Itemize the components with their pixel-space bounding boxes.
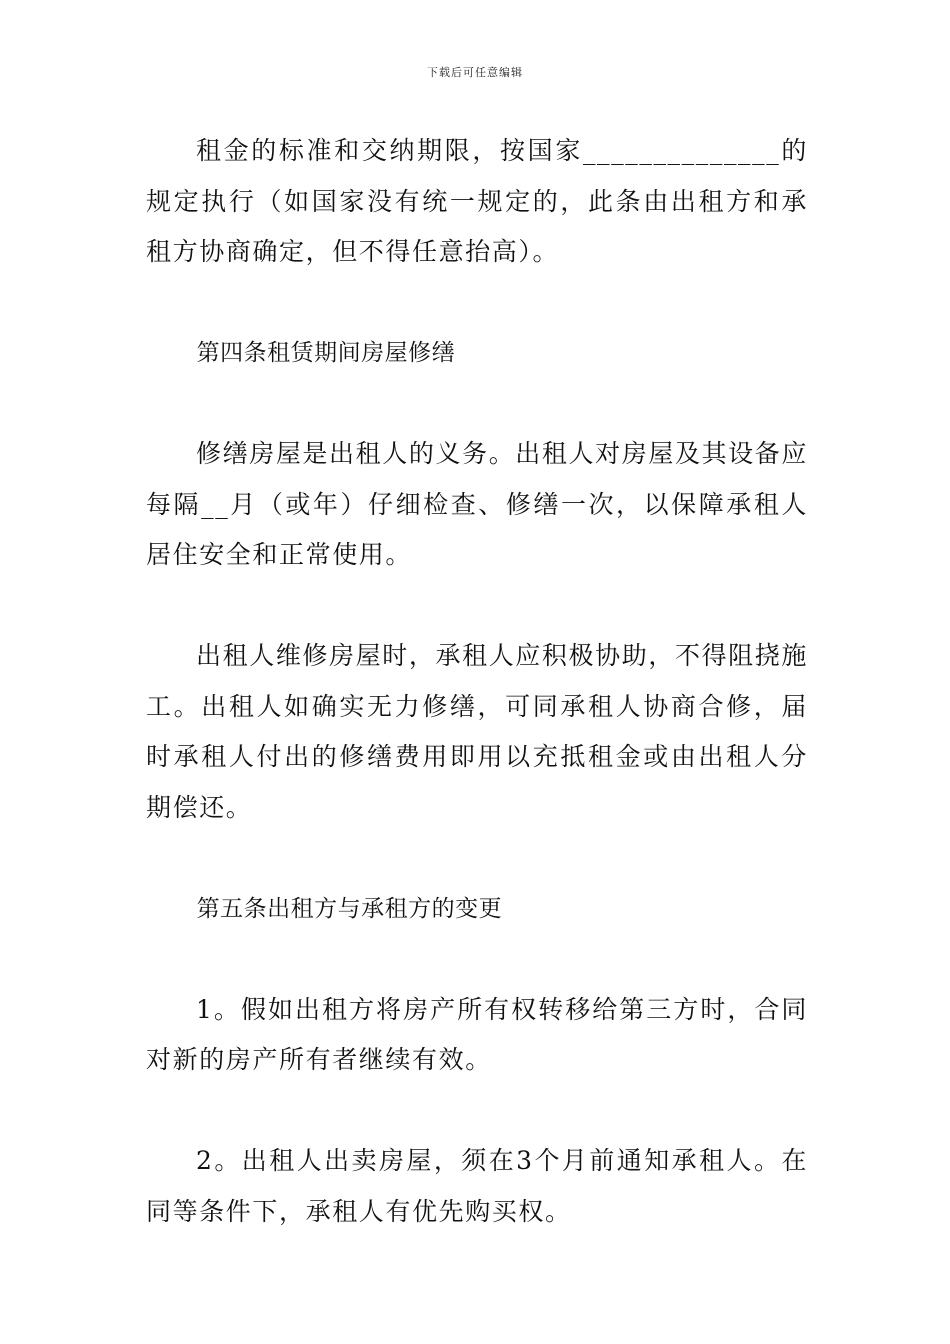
paragraph-rent-standard: 租金的标准和交纳期限，按国家______________的规定执行（如国家没有统一规定的，此条由出租方和承租方协商确定，但不得任意抬高）。	[146, 136, 808, 266]
paragraph-gap	[146, 934, 808, 985]
article-five-heading: 第五条出租方与承租方的变更	[196, 895, 503, 922]
article-four-heading: 第四条租赁期间房屋修缮	[196, 340, 456, 366]
paragraph-repair-cooperation: 出租人维修房屋时，承租人应积极协助，不得阻挠施工。出租人如确实无力修缮，可同承租人协商合修，届时承租人付出的修缮费用即用以充抵租金或由出租人分期偿还。	[146, 641, 808, 822]
paragraph-gap	[146, 581, 808, 632]
paragraph-ownership-transfer: 1。假如出租方将房产所有权转移给第三方时，合同对新的房产所有者继续有效。	[146, 994, 808, 1074]
paragraph-gap	[146, 833, 808, 884]
paragraph-gap	[146, 278, 808, 329]
paragraph-gap	[146, 1086, 808, 1137]
document-body	[146, 126, 808, 1237]
paragraph-sale-notice: 2。出租人出卖房屋，须在3个月前通知承租人。在同等条件下，承租人有优先购买权。	[146, 1146, 808, 1226]
paragraph-gap	[146, 379, 808, 430]
page-header: 下载后可任意编辑	[427, 66, 523, 79]
paragraph-repair-duty: 修缮房屋是出租人的义务。出租人对房屋及其设备应每隔__月（或年）仔细检查、修缮一次，以保障承租人居住安全和正常使用。	[146, 439, 808, 569]
